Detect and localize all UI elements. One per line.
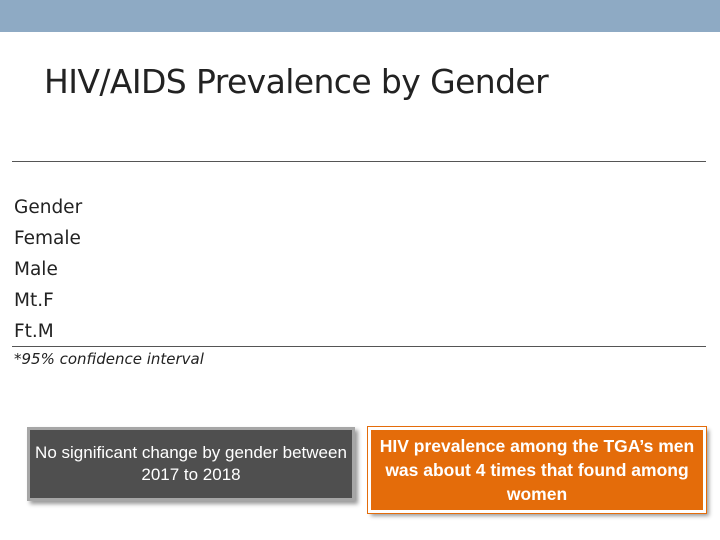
header-gender: Gender [14, 197, 83, 218]
callout-prevalence-men [368, 427, 706, 513]
table-bottom-rule [12, 346, 706, 347]
slide-title: HIV/AIDS Prevalence by Gender [44, 62, 549, 101]
table-row-gender: Ft.M [14, 321, 54, 342]
callout-prevalence-men-text: HIV prevalence among the TGA’s men was about 4 times that found among women [379, 436, 695, 504]
table-row-gender: Female [14, 228, 81, 249]
callout-no-change [27, 427, 355, 501]
table-footnote: *95% confidence interval [14, 350, 204, 368]
top-accent-bar [0, 0, 720, 32]
callout-no-change-text: No significant change by gender between 2017 to 2018 [35, 443, 347, 484]
table-top-rule [12, 161, 706, 162]
table-row-gender: Mt.F [14, 290, 54, 311]
table-row-gender: Male [14, 259, 58, 280]
